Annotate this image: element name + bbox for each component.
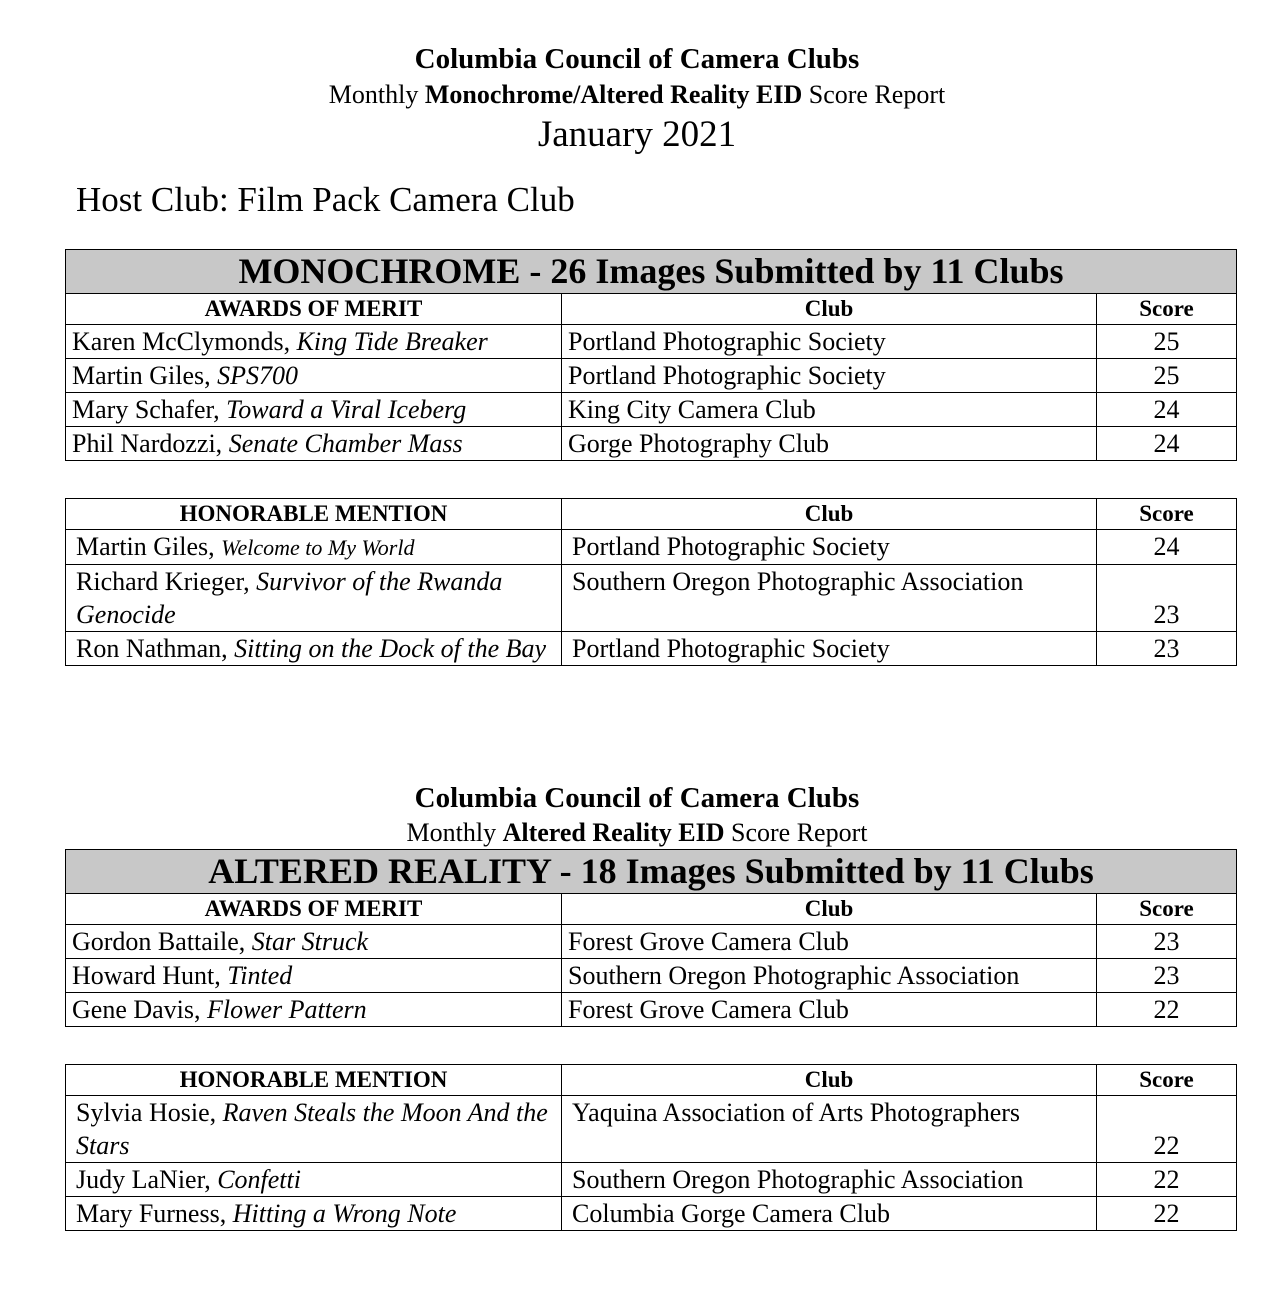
club-cell: King City Camera Club (562, 393, 1097, 427)
table-row (66, 959, 1237, 993)
entry-name-cell (66, 959, 562, 993)
photographer-name: Gordon Battaile, (72, 927, 252, 956)
entry-name-cell (66, 393, 562, 427)
report-subtitle (0, 818, 1274, 848)
image-title: Sitting on the Dock of the Bay (234, 634, 547, 663)
photographer-name: Sylvia Hosie, (76, 1098, 223, 1127)
score-cell: 22 (1097, 1197, 1237, 1231)
table-row (66, 993, 1237, 1027)
image-title: Toward a Viral Iceberg (226, 395, 467, 424)
score-cell: 22 (1097, 1163, 1237, 1197)
photographer-name: Martin Giles, (76, 532, 222, 561)
subtitle-prefix: Monthly (406, 818, 503, 847)
column-header-club: Club (562, 894, 1097, 925)
club-cell: Forest Grove Camera Club (562, 993, 1097, 1027)
club-cell: Southern Oregon Photographic Association (562, 565, 1097, 632)
table-row (66, 1197, 1237, 1231)
score-cell: 25 (1097, 325, 1237, 359)
score-cell: 24 (1097, 427, 1237, 461)
score-cell: 24 (1097, 530, 1237, 565)
table-row (66, 393, 1237, 427)
club-cell: Portland Photographic Society (562, 632, 1097, 666)
report-month: January 2021 (537, 114, 737, 155)
image-title: SPS700 (217, 361, 299, 390)
score-cell: 23 (1097, 565, 1237, 632)
entry-name-cell (66, 427, 562, 461)
image-title: Tinted (227, 961, 293, 990)
altered-reality-banner: ALTERED REALITY - 18 Images Submitted by 11 Clubs (66, 850, 1237, 894)
entry-name-cell (66, 925, 562, 959)
subtitle-category: Altered Reality EID (502, 818, 725, 847)
report-subtitle (0, 80, 1274, 110)
score-cell: 23 (1097, 632, 1237, 666)
subtitle-suffix: Score Report (802, 80, 946, 109)
image-title: Senate Chamber Mass (228, 429, 463, 458)
club-cell: Southern Oregon Photographic Association (562, 959, 1097, 993)
club-cell: Columbia Gorge Camera Club (562, 1197, 1097, 1231)
club-cell: Forest Grove Camera Club (562, 925, 1097, 959)
club-cell: Yaquina Association of Arts Photographers (562, 1096, 1097, 1163)
column-header-awards-of-merit: AWARDS OF MERIT (66, 294, 562, 325)
entry-name-cell (66, 565, 562, 632)
score-cell: 22 (1097, 1096, 1237, 1163)
entry-name-cell (66, 1096, 562, 1163)
score-cell: 22 (1097, 993, 1237, 1027)
photographer-name: Gene Davis, (72, 995, 208, 1024)
image-title: King Tide Breaker (296, 327, 488, 356)
column-header-honorable-mention: HONORABLE MENTION (66, 1065, 562, 1096)
score-cell: 25 (1097, 359, 1237, 393)
column-header-score: Score (1097, 294, 1237, 325)
host-club: Host Club: Film Pack Camera Club (76, 180, 575, 219)
club-cell: Portland Photographic Society (562, 530, 1097, 565)
image-title: Welcome to My World (221, 535, 415, 560)
table-row (66, 1096, 1237, 1163)
column-header-awards-of-merit: AWARDS OF MERIT (66, 894, 562, 925)
monochrome-honorable-table (65, 498, 1237, 666)
column-header-club: Club (562, 1065, 1097, 1096)
image-title: Flower Pattern (207, 995, 367, 1024)
table-row (66, 530, 1237, 565)
image-title: Raven Steals the Moon And the Stars (76, 1098, 548, 1160)
table-row (66, 359, 1237, 393)
table-row (66, 427, 1237, 461)
monochrome-merit-table (65, 249, 1237, 461)
altered-honorable-table (65, 1064, 1237, 1231)
entry-name-cell (66, 530, 562, 565)
table-row (66, 632, 1237, 666)
column-header-honorable-mention: HONORABLE MENTION (66, 499, 562, 530)
club-cell: Southern Oregon Photographic Association (562, 1163, 1097, 1197)
score-cell: 23 (1097, 959, 1237, 993)
club-cell: Portland Photographic Society (562, 325, 1097, 359)
photographer-name: Ron Nathman, (76, 634, 235, 663)
image-title: Hitting a Wrong Note (232, 1199, 457, 1228)
photographer-name: Phil Nardozzi, (72, 429, 229, 458)
photographer-name: Martin Giles, (72, 361, 218, 390)
subtitle-suffix: Score Report (724, 818, 868, 847)
report-organization-title: Columbia Council of Camera Clubs (414, 782, 860, 814)
image-title: Confetti (217, 1165, 301, 1194)
column-header-club: Club (562, 294, 1097, 325)
score-cell: 24 (1097, 393, 1237, 427)
photographer-name: Howard Hunt, (72, 961, 228, 990)
photographer-name: Richard Krieger, (76, 567, 257, 596)
report-organization-title: Columbia Council of Camera Clubs (414, 43, 860, 75)
image-title: Survivor of the Rwanda Genocide (76, 567, 503, 629)
altered-merit-table (65, 849, 1237, 1027)
column-header-club: Club (562, 499, 1097, 530)
photographer-name: Mary Schafer, (72, 395, 227, 424)
monochrome-banner: MONOCHROME - 26 Images Submitted by 11 Clubs (66, 250, 1237, 294)
subtitle-prefix: Monthly (328, 80, 425, 109)
entry-name-cell (66, 359, 562, 393)
table-row (66, 325, 1237, 359)
photographer-name: Karen McClymonds, (72, 327, 297, 356)
club-cell: Gorge Photography Club (562, 427, 1097, 461)
table-row (66, 565, 1237, 632)
table-row (66, 925, 1237, 959)
column-header-score: Score (1097, 1065, 1237, 1096)
image-title: Star Struck (251, 927, 369, 956)
entry-name-cell (66, 632, 562, 666)
entry-name-cell (66, 1197, 562, 1231)
entry-name-cell (66, 993, 562, 1027)
column-header-score: Score (1097, 499, 1237, 530)
table-row (66, 1163, 1237, 1197)
photographer-name: Judy LaNier, (76, 1165, 218, 1194)
photographer-name: Mary Furness, (76, 1199, 233, 1228)
score-cell: 23 (1097, 925, 1237, 959)
subtitle-category: Monochrome/Altered Reality EID (424, 80, 803, 109)
column-header-score: Score (1097, 894, 1237, 925)
entry-name-cell (66, 325, 562, 359)
club-cell: Portland Photographic Society (562, 359, 1097, 393)
entry-name-cell (66, 1163, 562, 1197)
